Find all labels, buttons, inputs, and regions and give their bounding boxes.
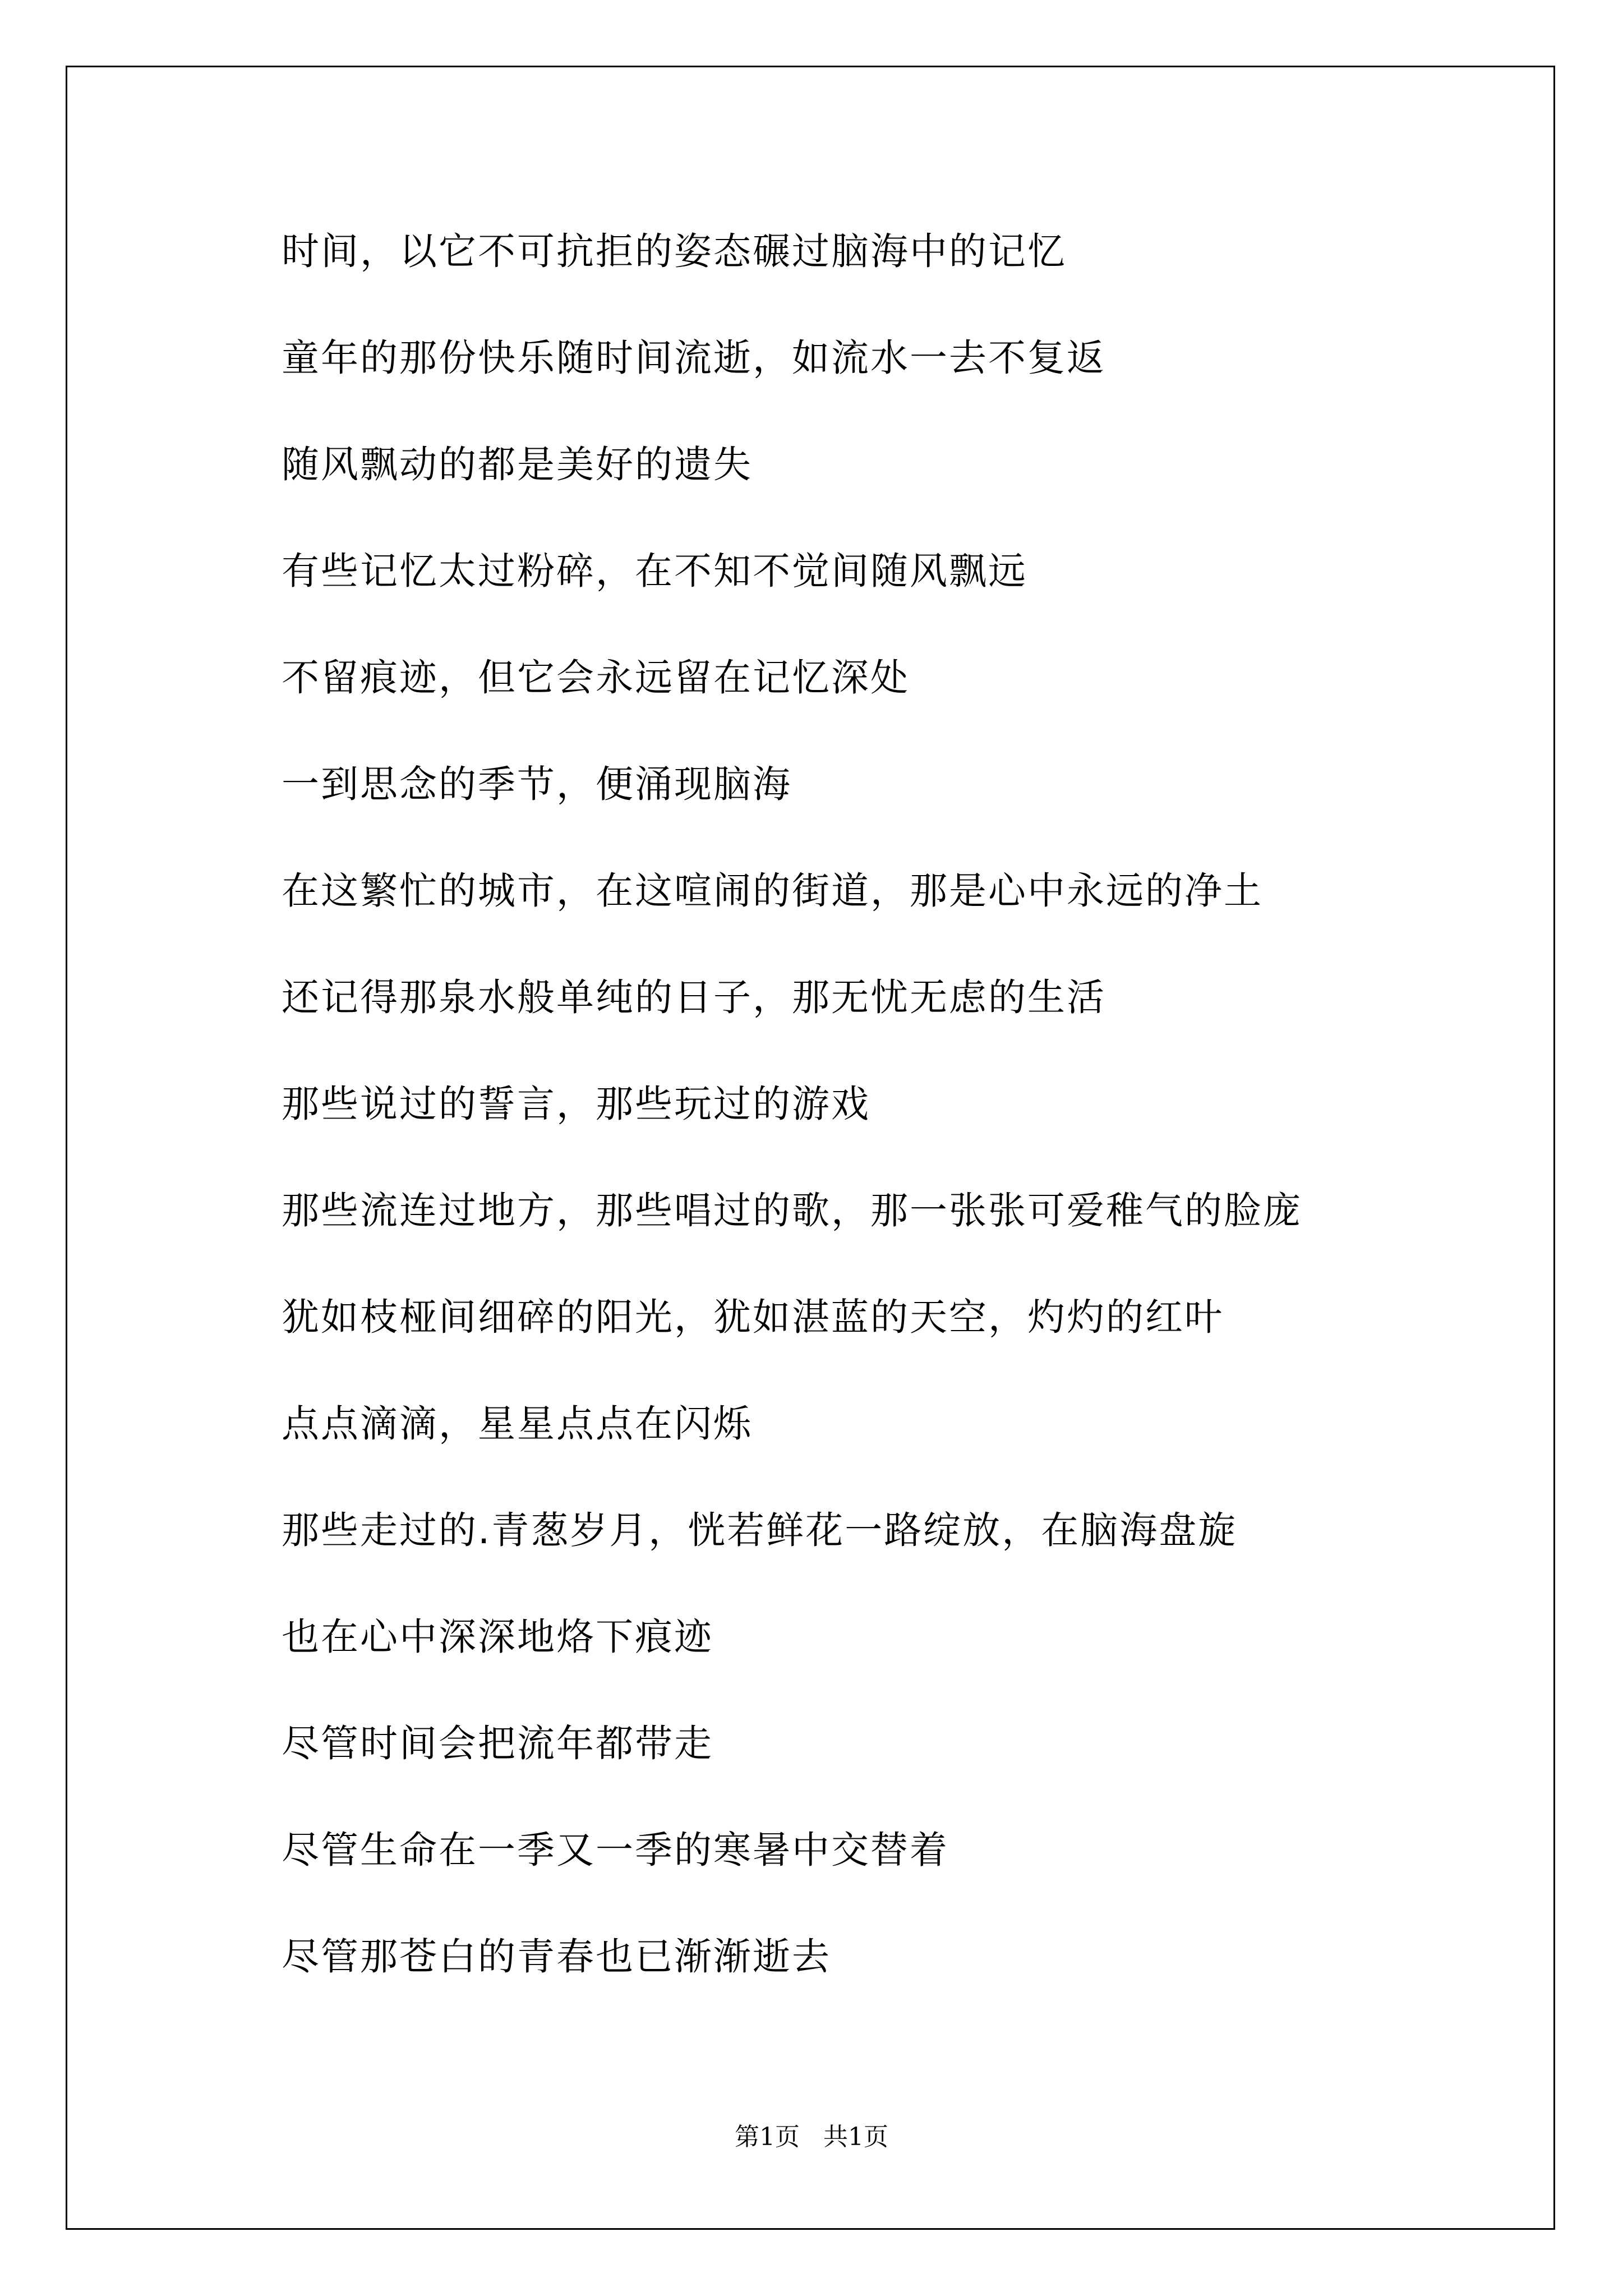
poem-line: 尽管时间会把流年都带走 [282, 1722, 713, 1765]
poem-line: 时间，以它不可抗拒的姿态碾过脑海中的记忆 [282, 229, 1067, 273]
poem-line: 还记得那泉水般单纯的日子，那无忧无虑的生活 [282, 976, 1106, 1019]
poem-line: 那些走过的.青葱岁月，恍若鲜花一路绽放，在脑海盘旋 [282, 1508, 1238, 1552]
poem-line: 在这繁忙的城市，在这喧闹的街道，那是心中永远的净土 [282, 869, 1263, 913]
poem-line: 有些记忆太过粉碎，在不知不觉间随风飘远 [282, 549, 1027, 593]
poem-line: 那些流连过地方，那些唱过的歌，那一张张可爱稚气的脸庞 [282, 1189, 1302, 1232]
poem-line: 也在心中深深地烙下痕迹 [282, 1615, 713, 1659]
poem-line: 不留痕迹，但它会永远留在记忆深处 [282, 656, 910, 700]
poem-line: 一到思念的季节，便涌现脑海 [282, 762, 792, 806]
poem-line: 童年的那份快乐随时间流逝，如流水一去不复返 [282, 336, 1106, 380]
page-number-footer: 第1页 共1页 [735, 2123, 888, 2151]
page-border [66, 66, 1555, 2230]
poem-line: 点点滴滴，星星点点在闪烁 [282, 1402, 753, 1446]
poem-line: 犹如枝桠间细碎的阳光，犹如湛蓝的天空，灼灼的红叶 [282, 1295, 1224, 1339]
poem-line: 尽管生命在一季又一季的寒暑中交替着 [282, 1828, 949, 1872]
poem-line: 那些说过的誓言，那些玩过的游戏 [282, 1082, 870, 1126]
poem-line: 尽管那苍白的青春也已渐渐逝去 [282, 1935, 831, 1978]
poem-line: 随风飘动的都是美好的遗失 [282, 443, 753, 486]
